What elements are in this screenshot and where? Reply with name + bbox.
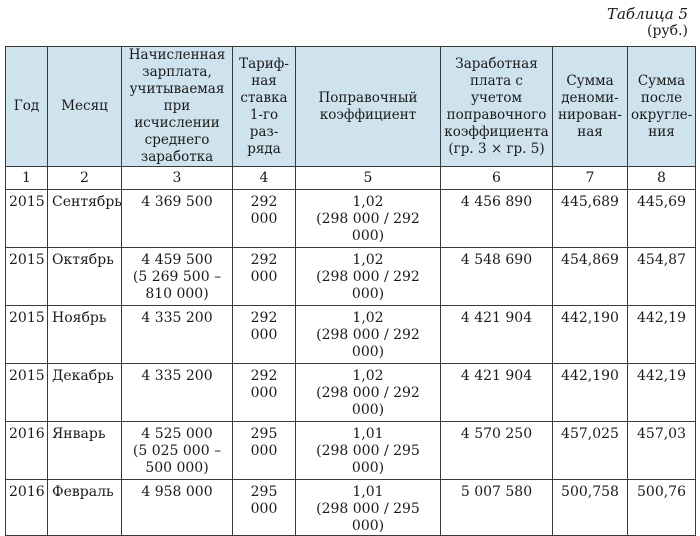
cell-rate: 292 000	[233, 190, 296, 248]
cell-coefficient	[296, 480, 441, 536]
column-number: 2	[48, 167, 122, 190]
cell-rate: 295 000	[233, 480, 296, 536]
column-number-row	[6, 167, 696, 190]
column-number: 4	[233, 167, 296, 190]
cell-rate: 292 000	[233, 306, 296, 364]
cell-coefficient	[296, 248, 441, 306]
cell-rounded: 442,19	[628, 306, 696, 364]
cell-month: Сентябрь	[48, 190, 122, 248]
cell-salary-line: (5 025 000 –	[132, 443, 222, 459]
cell-year: 2015	[6, 190, 48, 248]
column-number: 3	[122, 167, 233, 190]
cell-year: 2016	[6, 422, 48, 480]
cell-denominated: 457,025	[553, 422, 628, 480]
cell-adjusted: 4 456 890	[441, 190, 553, 248]
cell-rounded: 457,03	[628, 422, 696, 480]
cell-rounded: 442,19	[628, 364, 696, 422]
currency-unit: (руб.)	[646, 23, 688, 39]
column-number: 6	[441, 167, 553, 190]
cell-month: Октябрь	[48, 248, 122, 306]
cell-coefficient-value: 1,02	[352, 252, 384, 268]
cell-salary-line: 4 335 200	[141, 368, 213, 384]
cell-rounded: 500,76	[628, 480, 696, 536]
cell-coefficient-value: 1,01	[352, 426, 384, 442]
cell-salary	[122, 422, 233, 480]
cell-salary	[122, 306, 233, 364]
cell-rate: 292 000	[233, 364, 296, 422]
cell-denominated: 500,758	[553, 480, 628, 536]
cell-rounded: 454,87	[628, 248, 696, 306]
column-number: 8	[628, 167, 696, 190]
cell-denominated: 442,190	[553, 364, 628, 422]
header-adjusted-salary: Заработная плата с учетом поправочного коэффициента (гр. 3 × гр. 5)	[441, 47, 553, 167]
cell-year: 2015	[6, 364, 48, 422]
cell-salary-line: 500 000)	[145, 460, 209, 476]
column-number: 7	[553, 167, 628, 190]
header-rounded: Сумма после округле-ния	[628, 47, 696, 167]
cell-coefficient	[296, 306, 441, 364]
cell-coefficient-formula: (298 000 / 295 000)	[316, 443, 420, 476]
table-title: Таблица 5	[606, 5, 688, 23]
cell-salary	[122, 190, 233, 248]
column-number: 1	[6, 167, 48, 190]
cell-month: Февраль	[48, 480, 122, 536]
cell-adjusted: 5 007 580	[441, 480, 553, 536]
table-row	[6, 422, 696, 480]
cell-rate: 292 000	[233, 248, 296, 306]
cell-rounded: 445,69	[628, 190, 696, 248]
table-row	[6, 190, 696, 248]
header-row	[6, 47, 696, 167]
cell-coefficient-value: 1,02	[352, 194, 384, 210]
cell-salary-line: 810 000)	[145, 286, 209, 302]
cell-coefficient-formula: (298 000 / 292 000)	[316, 327, 420, 360]
cell-salary-line: 4 525 000	[141, 426, 213, 442]
cell-adjusted: 4 548 690	[441, 248, 553, 306]
cell-coefficient-formula: (298 000 / 292 000)	[316, 211, 420, 244]
cell-coefficient-formula: (298 000 / 292 000)	[316, 269, 420, 302]
table-row	[6, 248, 696, 306]
header-denominated: Сумма деноми-нирован-ная	[553, 47, 628, 167]
cell-coefficient-value: 1,02	[352, 368, 384, 384]
header-coefficient: Поправочный коэффициент	[296, 47, 441, 167]
cell-salary	[122, 480, 233, 536]
cell-coefficient	[296, 364, 441, 422]
header-salary: Начисленная зарплата, учитываемая при исчислении среднего заработка	[122, 47, 233, 167]
cell-coefficient-formula: (298 000 / 292 000)	[316, 385, 420, 418]
cell-salary-line: 4 335 200	[141, 310, 213, 326]
cell-coefficient	[296, 422, 441, 480]
cell-salary-line: (5 269 500 –	[132, 269, 222, 285]
cell-adjusted: 4 421 904	[441, 364, 553, 422]
cell-coefficient-value: 1,01	[352, 484, 384, 500]
table-row	[6, 364, 696, 422]
cell-year: 2016	[6, 480, 48, 536]
column-number: 5	[296, 167, 441, 190]
header-year: Год	[6, 47, 48, 167]
cell-salary-line: 4 958 000	[141, 484, 213, 500]
cell-salary-line: 4 369 500	[141, 194, 213, 210]
cell-coefficient	[296, 190, 441, 248]
cell-rate: 295 000	[233, 422, 296, 480]
cell-month: Декабрь	[48, 364, 122, 422]
cell-salary-line: 4 459 500	[141, 252, 213, 268]
cell-adjusted: 4 421 904	[441, 306, 553, 364]
header-tariff-rate: Тариф-ная ставка 1-го раз-ряда	[233, 47, 296, 167]
cell-year: 2015	[6, 248, 48, 306]
cell-salary	[122, 364, 233, 422]
salary-table	[5, 46, 696, 536]
cell-month: Ноябрь	[48, 306, 122, 364]
cell-denominated: 442,190	[553, 306, 628, 364]
header-month: Месяц	[48, 47, 122, 167]
table-row	[6, 306, 696, 364]
cell-denominated: 445,689	[553, 190, 628, 248]
cell-denominated: 454,869	[553, 248, 628, 306]
cell-coefficient-formula: (298 000 / 295 000)	[316, 501, 420, 534]
cell-coefficient-value: 1,02	[352, 310, 384, 326]
cell-month: Январь	[48, 422, 122, 480]
cell-year: 2015	[6, 306, 48, 364]
cell-salary	[122, 248, 233, 306]
table-caption	[607, 6, 688, 40]
table-row	[6, 480, 696, 536]
cell-adjusted: 4 570 250	[441, 422, 553, 480]
